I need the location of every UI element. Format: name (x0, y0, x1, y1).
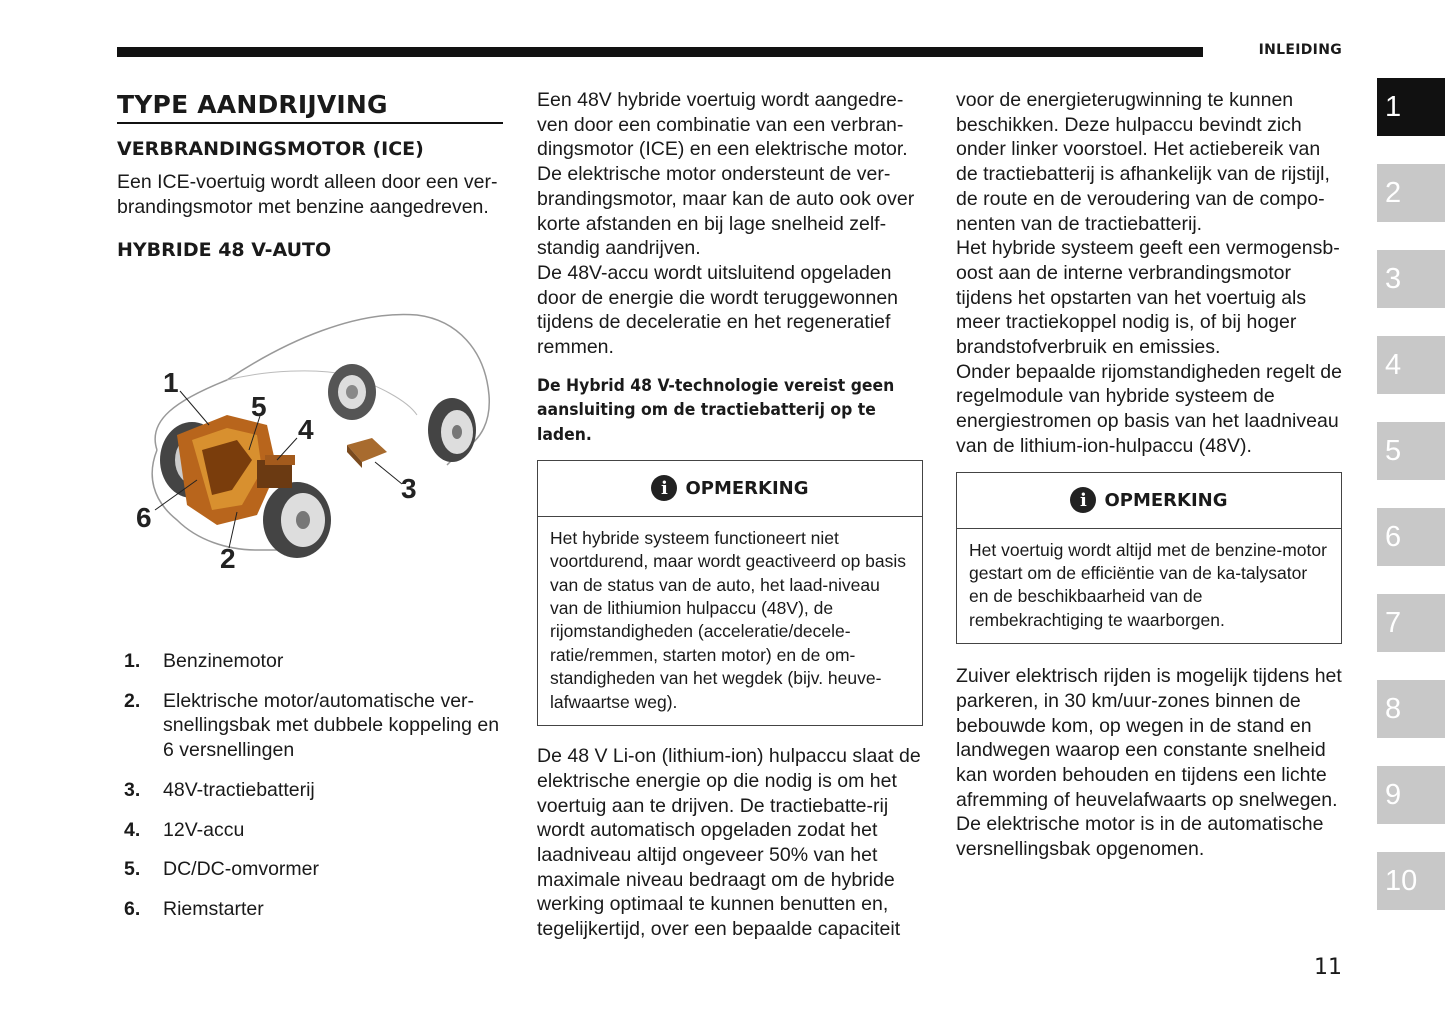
chapter-tab-7[interactable]: 7 (1377, 594, 1445, 652)
legend-item (124, 778, 504, 803)
legend-number: 6. (124, 897, 141, 920)
callout-5: 5 (251, 391, 267, 422)
col3-paragraph-4: Zuiver elektrisch rijden is mogelijk tijdens het parkeren, in 30 km/uur-zones binnen de bebouwde kom, op wegen in de stand en landwegen waarop een constante snelheid kan worden behouden en tijdens een lichte afremming of heuvelafwaarts op snelwegen. De elektrische motor is in de automatische versnellingsbak opgenomen. (956, 665, 1342, 861)
header-rule (117, 47, 1203, 57)
legend-item (124, 857, 504, 882)
legend-item (124, 649, 504, 674)
chapter-tab-2[interactable]: 2 (1377, 164, 1445, 222)
section-label: INLEIDING (1258, 42, 1342, 58)
column-2 (537, 88, 923, 942)
col3-paragraph-3: Onder bepaalde rijomstandigheden regelt de regelmodule van hybride systeem de energiestromen op basis van het laadniveau van de lithium-ion-hulpaccu (48V). (956, 360, 1342, 457)
subheading-ice: VERBRANDINGSMOTOR (ICE) (117, 138, 424, 160)
legend-item (124, 818, 504, 843)
callout-3: 3 (401, 473, 417, 504)
info-icon: i (651, 475, 677, 501)
legend-number: 5. (124, 858, 141, 881)
info-icon: i (1070, 487, 1096, 513)
legend-number: 4. (124, 818, 141, 841)
note-header (957, 473, 1341, 529)
car-drawing (117, 300, 503, 600)
legend-text: Benzinemotor (163, 650, 284, 672)
col2-bold-statement: De Hybrid 48 V-technologie vereist geen aansluiting om de tractiebatterij op te laden. (537, 375, 895, 446)
chapter-tab-4[interactable]: 4 (1377, 336, 1445, 394)
legend-text: DC/DC-omvormer (163, 858, 319, 881)
chapter-tab-10[interactable]: 10 (1377, 852, 1445, 910)
note-title: OPMERKING (1104, 489, 1228, 511)
chapter-tab-3[interactable]: 3 (1377, 250, 1445, 308)
note-header (538, 461, 922, 517)
component-legend (124, 649, 504, 937)
column-1 (117, 88, 503, 271)
note-body: Het hybride systeem functioneert niet voortdurend, maar wordt geactiveerd op basis van de status van de auto, het laad-niveau van de lithiumion hulpaccu (48V), de rijomstandigheden (acceleratie/decele-ratie/remmen, starten motor) en de om-standigheden van het wegdek (bijv. heuve-lafwaartse weg). (550, 527, 907, 712)
note-title: OPMERKING (685, 477, 809, 499)
col2-paragraph-2: De 48V-accu wordt uitsluitend opgeladen door de energie die wordt teruggewonnen tijdens de deceleratie en het regeneratief remmen. (537, 261, 899, 359)
chapter-tab-8[interactable]: 8 (1377, 680, 1445, 738)
callout-4: 4 (298, 414, 314, 445)
col2-paragraph-1: Een 48V hybride voertuig wordt aangedre-ven door een combinatie van een verbran-dingsmotor (ICE) en een elektrische motor. De elektrische motor ondersteunt de ver-brandingsmotor, maar kan de auto ook over korte afstanden en bij lage snelheid zelf-standig aandrijven. (537, 89, 915, 260)
chapter-tab-1[interactable]: 1 (1377, 78, 1445, 136)
column-3 (956, 88, 1342, 862)
legend-text: 12V-accu (163, 818, 245, 841)
legend-text: 48V-tractiebatterij (163, 778, 315, 801)
legend-item (124, 689, 504, 763)
legend-text: Elektrische motor/automatische ver-snellingsbak met dubbele koppeling en 6 versnellingen (163, 689, 500, 762)
legend-text: Riemstarter (163, 897, 264, 920)
legend-number: 1. (124, 650, 141, 672)
callout-2: 2 (220, 543, 236, 574)
page-number: 11 (1314, 955, 1342, 980)
note-box-1 (537, 460, 923, 726)
callout-1: 1 (163, 367, 179, 398)
callout-6: 6 (136, 502, 152, 533)
note-body: Het voertuig wordt altijd met de benzine-motor gestart om de efficiëntie van de ka-talysator en de beschikbaarheid van de rembekrachtiging te waarborgen. (969, 539, 1327, 630)
legend-number: 2. (124, 689, 141, 712)
col2-paragraph-3: De 48 V Li-on (lithium-ion) hulpaccu slaat de elektrische energie op die nodig is om het voertuig aan te drijven. De tractiebatte-rij wordt automatisch opgeladen zodat het laadniveau altijd ongeveer 50% van het maximale niveau bedraagt om de hybride werking optimaal te kunnen benutten en, tegelijkertijd, over een bepaalde capaciteit (537, 745, 921, 941)
col3-paragraph-1: voor de energieterugwinning te kunnen beschikken. Deze hulpaccu bevindt zich onder linker voorstoel. Het actiebereik van de tractiebatterij is afhankelijk van de rijstijl, de route en de veroudering van de compo-nenten van de tractiebatterij. (956, 89, 1330, 235)
hybrid-car-illustration (117, 300, 503, 600)
chapter-tab-9[interactable]: 9 (1377, 766, 1445, 824)
page-title: TYPE AANDRIJVING (117, 90, 503, 124)
ice-paragraph: Een ICE-voertuig wordt alleen door een ver-brandingsmotor met benzine aangedreven. (117, 171, 498, 218)
legend-number: 3. (124, 778, 141, 801)
subheading-hybrid: HYBRIDE 48 V-AUTO (117, 239, 332, 262)
chapter-tab-6[interactable]: 6 (1377, 508, 1445, 566)
col3-paragraph-2: Het hybride systeem geeft een vermogensb-oost aan de interne verbrandingsmotor tijdens het opstarten van het voertuig als meer tractiekoppel nodig is, of bij hoger brandstofverbruik en emissies. (956, 237, 1340, 359)
chapter-tab-5[interactable]: 5 (1377, 422, 1445, 480)
legend-item (124, 897, 504, 922)
note-box-2 (956, 472, 1342, 645)
